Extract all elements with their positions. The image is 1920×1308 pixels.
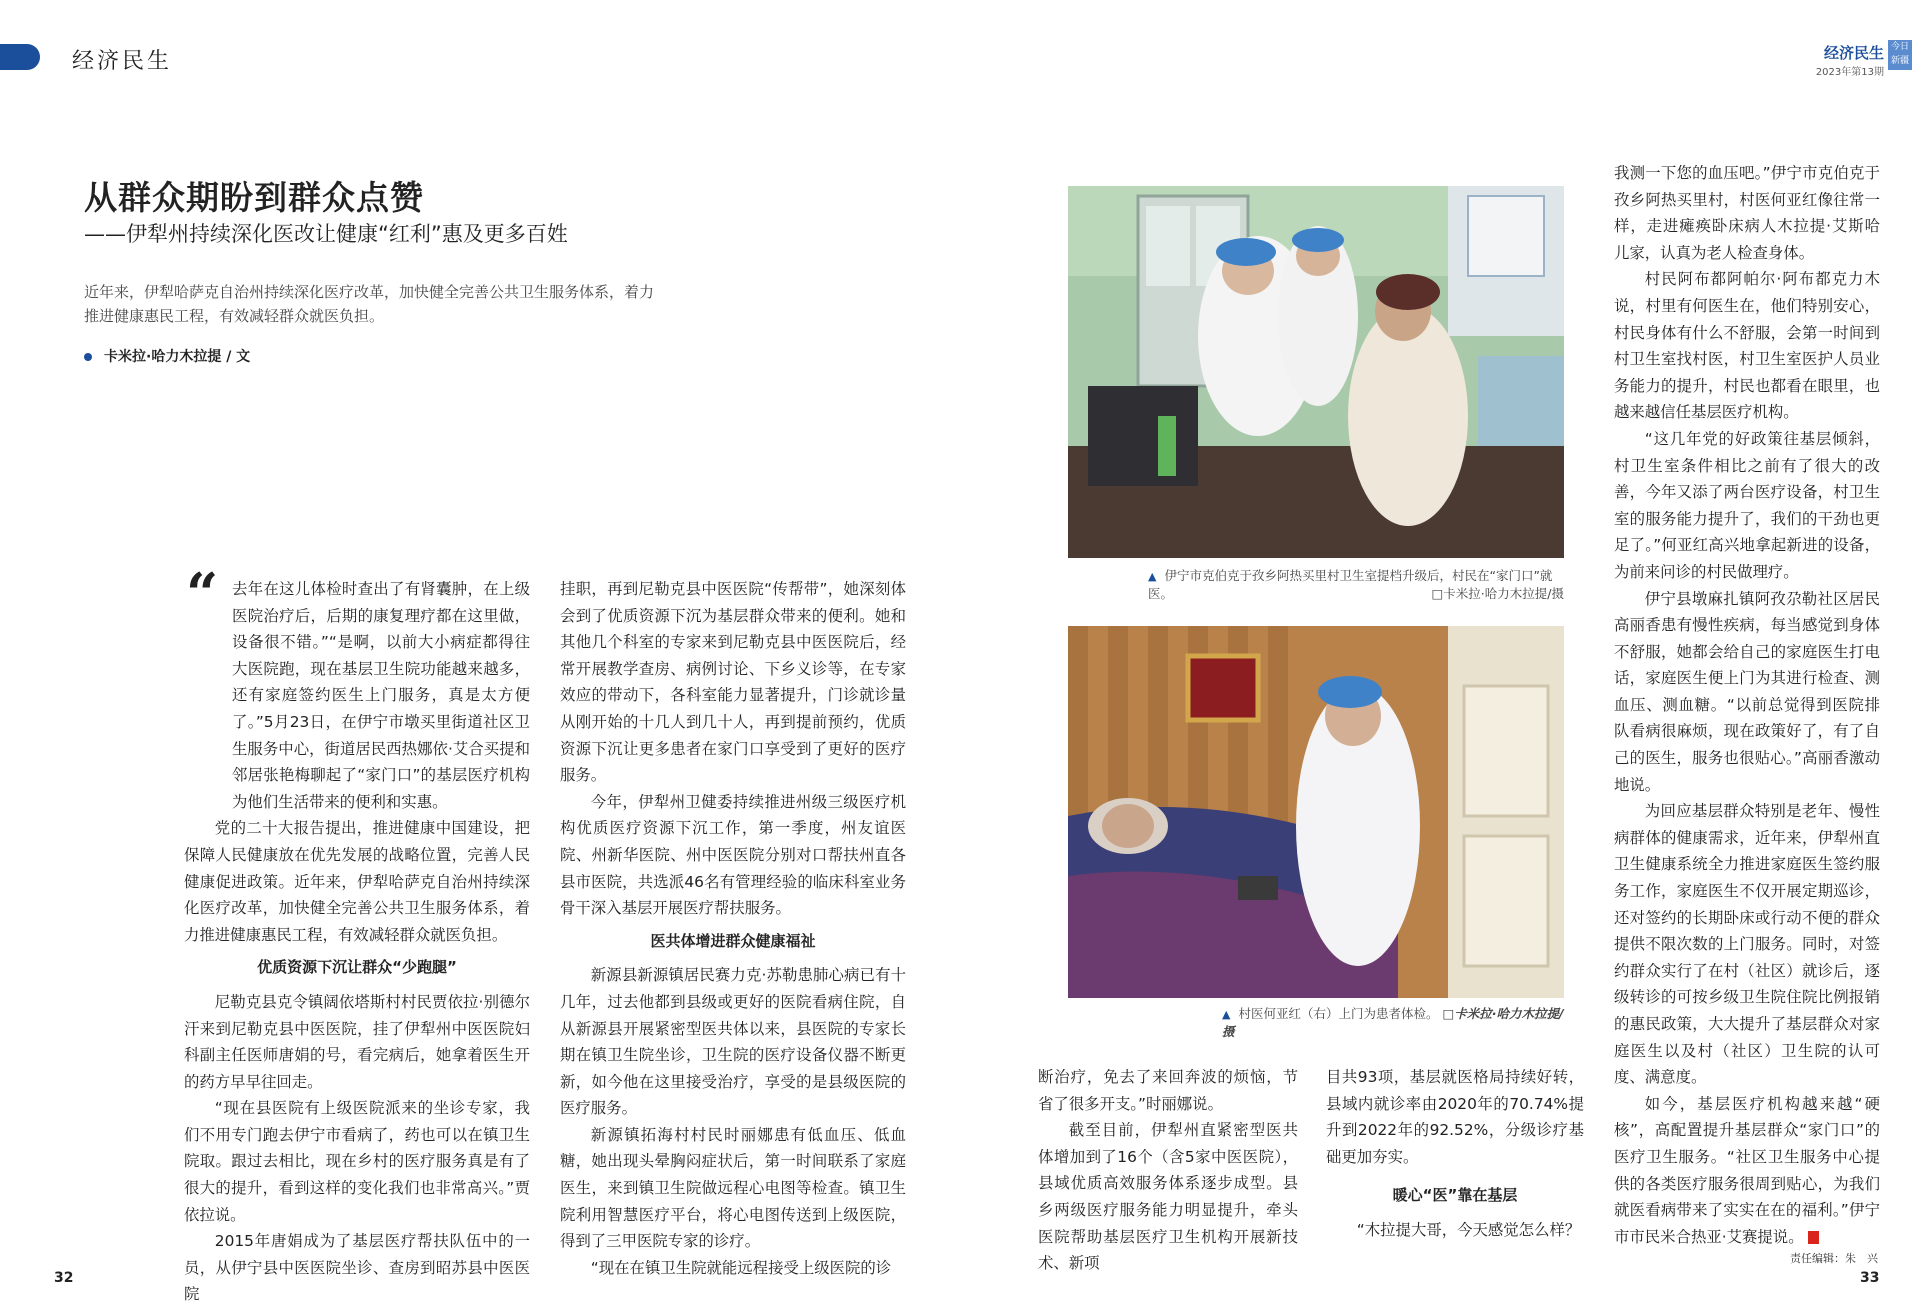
issue-number: 2023年第13期 xyxy=(1815,67,1884,78)
paragraph: 新源县新源镇居民赛力克·苏勒患肺心病已有十几年，过去他都到县级或更好的医院看病住院，自从新源县开展紧密型医共体以来，县医院的专家长期在镇卫生院坐诊，卫生院的医疗设备仪器不断更新，如今他在这里接受治疗，享受的是县级医院的医疗服务。 xyxy=(560,966,906,1118)
column-3 xyxy=(1038,1064,1298,1277)
end-mark-icon xyxy=(1808,1231,1819,1244)
paragraph: “现在县医院有上级医院派来的坐诊专家，我们不用专门跑去伊宁市看病了，药也可以在镇卫生院取。跟过去相比，现在乡村的医疗服务真是有了很大的提升，看到这样的变化我们也非常高兴。”贾依拉说。 xyxy=(184,1099,530,1224)
editor-credit: 责任编辑：朱 兴 xyxy=(1790,1252,1878,1265)
section-heading: 优质资源下沉让群众“少跑腿” xyxy=(257,958,457,977)
page-number-right: 33 xyxy=(1860,1270,1880,1286)
brand-name: 经济民生 xyxy=(1823,44,1884,62)
caption-triangle-icon: ▲ xyxy=(1148,570,1157,583)
quote-mark-icon: “ xyxy=(186,561,219,627)
caption-text: 村医何亚红（右）上门为患者体检。 xyxy=(1238,1006,1439,1021)
magazine-logo: 今日新疆 xyxy=(1888,40,1912,70)
page-number-left: 32 xyxy=(54,1270,74,1286)
paragraph: 尼勒克县克令镇阔依塔斯村村民贾依拉·别德尔汗来到尼勒克县中医医院，挂了伊犁州中医医院妇科副主任医师唐娟的号，看完病后，她拿着医生开的药方早早往回走。 xyxy=(184,992,530,1091)
column-2 xyxy=(560,576,906,1281)
paragraph: 新源镇拓海村村民时丽娜患有低血压、低血糖，她出现头晕胸闷症状后，第一时间联系了家庭医生，来到镇卫生院做远程心电图等检查。镇卫生院利用智慧医疗平台，将心电图传送到上级医院，得到了三甲医院专家的诊疗。 xyxy=(560,1125,906,1251)
caption-triangle-icon: ▲ xyxy=(1222,1008,1231,1021)
paragraph: 党的二十大报告提出，推进健康中国建设，把保障人民健康放在优先发展的战略位置，完善人民健康促进政策。近年来，伊犁哈萨克自治州持续深化医疗改革，加快健全完善公共卫生服务体系，着力推进健康惠民工程，有效减轻群众就医负担。 xyxy=(184,819,530,944)
paragraph: 2015年唐娟成为了基层医疗帮扶队伍中的一员，从伊宁县中医医院坐诊、查房到昭苏县中医医院 xyxy=(184,1232,530,1304)
paragraph: 挂职，再到尼勒克县中医医院“传帮带”，她深刻体会到了优质资源下沉为基层群众带来的便利。她和其他几个科室的专家来到尼勒克县中医医院后，经常开展教学查房、病例讨论、下乡义诊等，在专家效应的带动下，各科室能力显著提升，门诊就诊量从刚开始的十几人到几十人，再到提前预约，优质资源下沉让更多患者在家门口享受到了更好的医疗服务。 xyxy=(560,580,906,785)
column-5 xyxy=(1614,160,1880,1250)
byline-bullet-icon xyxy=(84,353,92,361)
paragraph: 截至目前，伊犁州直紧密型医共体增加到了16个（含5家中医医院），县域优质高效服务体系逐步成型。县乡两级医疗服务能力明显提升，牵头医院帮助基层医疗卫生机构开展新技术、新项 xyxy=(1038,1121,1298,1273)
photo-clinic-exam-illustration xyxy=(1068,186,1564,558)
paragraph: 村民阿布都阿帕尔·阿布都克力木说，村里有何医生在，他们特别安心，村民身体有什么不舒服，会第一时间到村卫生室找村医，村卫生室医护人员业务能力的提升，村民也都看在眼里，也越来越信任基层医疗机构。 xyxy=(1614,270,1880,422)
paragraph xyxy=(1614,1091,1880,1251)
paragraph: 断治疗，免去了来回奔波的烦恼，节省了很多开支。”时丽娜说。 xyxy=(1038,1068,1298,1113)
byline xyxy=(84,346,250,366)
paragraph: 为回应基层群众特别是老年、慢性病群体的健康需求，近年来，伊犁州直卫生健康系统全力推进家庭医生签约服务工作，家庭医生不仅开展定期巡诊，还对签约的长期卧床或行动不便的群众提供不限次数的上门服务。同时，对签约群众实行了在村（社区）就诊后，逐级转诊的可按乡级卫生院住院比例报销的惠民政策，大大提升了基层群众对家庭医生以及村（社区）卫生院的认可度、满意度。 xyxy=(1614,802,1880,1087)
photo-2-credit: □卡米拉·哈力木拉提/摄 xyxy=(1222,1006,1564,1039)
photo-home-visit-illustration xyxy=(1068,626,1564,998)
section-title: 经济民生 xyxy=(72,49,173,74)
paragraph: “木拉提大哥，今天感觉怎么样？ xyxy=(1356,1220,1581,1239)
article-lead: 近年来，伊犁哈萨克自治州持续深化医疗改革，加快健全完善公共卫生服务体系，着力推进健康惠民工程，有效减轻群众就医负担。 xyxy=(84,283,655,325)
section-tab-decoration xyxy=(0,44,40,70)
article-subtitle: ——伊犁州持续深化医改让健康“红利”惠及更多百姓 xyxy=(84,222,568,246)
paragraph: 目共93项，基层就医格局持续好转，县域内就诊率由2020年的70.74%提升到2022年的92.52%，分级诊疗基础更加夯实。 xyxy=(1326,1068,1584,1166)
paragraph: “这几年党的好政策往基层倾斜，村卫生室条件相比之前有了很大的改善，今年又添了两台医疗设备，村卫生室的服务能力提升了，我们的干劲也更足了。”何亚红高兴地拿起新进的设备，为前来问诊的村民做理疗。 xyxy=(1614,429,1880,581)
section-heading: 医共体增进群众健康福祉 xyxy=(650,931,816,950)
photo-2-caption xyxy=(1222,1004,1564,1040)
paragraph: 今年，伊犁州卫健委持续推进州级三级医疗机构优质医疗资源下沉工作，第一季度，州友谊医院、州新华医院、州中医医院分别对口帮扶州直各县市医院，共选派46名有管理经验的临床科室业务骨干深入基层开展医疗帮扶服务。 xyxy=(560,792,906,918)
photo-1-credit: □卡米拉·哈力木拉提/摄 xyxy=(1431,586,1564,601)
photo-clinic-exam xyxy=(1068,186,1564,558)
photo-home-visit xyxy=(1068,626,1564,998)
magazine-brand xyxy=(1816,42,1884,78)
article-title: 从群众期盼到群众点赞 xyxy=(84,178,424,217)
paragraph: 去年在这儿体检时查出了有肾囊肿，在上级医院治疗后，后期的康复理疗都在这里做，设备很不错。”“是啊，以前大小病症都得往大医院跑，现在基层卫生院功能越来越多，还有家庭签约医生上门服务，真是太方便了。”5月23日，在伊宁市墩买里街道社区卫生服务中心，街道居民西热娜依·艾合买提和邻居张艳梅聊起了“家门口”的基层医疗机构为他们生活带来的便利和实惠。 xyxy=(232,580,530,811)
column-1 xyxy=(184,561,530,1308)
caption-text: 伊宁市克伯克于孜乡阿热买里村卫生室提档升级后，村民在“家门口”就医。 xyxy=(1148,568,1553,601)
paragraph: “现在在镇卫生院就能远程接受上级医院的诊 xyxy=(590,1258,892,1277)
section-heading: 暖心“医”靠在基层 xyxy=(1392,1186,1518,1205)
paragraph: 我测一下您的血压吧。”伊宁市克伯克于孜乡阿热买里村，村医何亚红像往常一样，走进瘫痪卧床病人木拉提·艾斯哈儿家，认真为老人检查身体。 xyxy=(1614,164,1880,262)
paragraph: 伊宁县墩麻扎镇阿孜尕勒社区居民高丽香患有慢性疾病，每当感觉到身体不舒服，她都会给自己的家庭医生打电话，家庭医生便上门为其进行检查、测血压、测血糖。“以前总觉得到医院排队看病很麻烦，现在政策好了，有了自己的医生，服务也很贴心。”高丽香激动地说。 xyxy=(1614,589,1880,794)
author-credit: 卡米拉·哈力木拉提 / 文 xyxy=(104,349,251,365)
paragraph-text: 如今，基层医疗机构越来越“硬核”，高配置提升基层群众“家门口”的医疗卫生服务。“社区卫生服务中心提供的各类医疗服务很周到贴心，为我们就医看病带来了实实在在的福利。”伊宁市市民米合热亚·艾赛提说。 xyxy=(1614,1094,1880,1246)
column-4 xyxy=(1326,1064,1584,1244)
